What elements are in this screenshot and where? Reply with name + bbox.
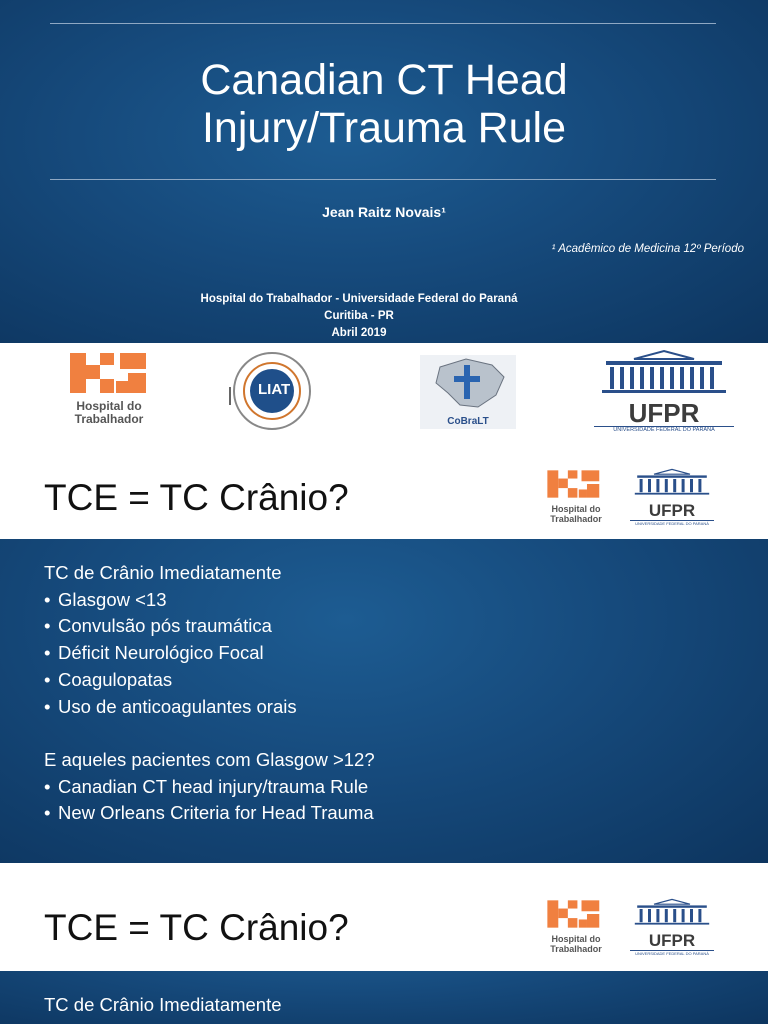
bullet-icon: • [44, 775, 51, 797]
ufpr-logo [594, 349, 734, 431]
slide-body [44, 992, 282, 1019]
ufpr-building-icon [594, 349, 734, 395]
hospital-logo-text-2: Trabalhador [550, 944, 602, 954]
title-slide [0, 0, 768, 343]
slide-gap [0, 863, 768, 885]
ufpr-logo-subtitle: UNIVERSIDADE FEDERAL DO PARANÁ [630, 950, 714, 956]
slide-heading: TCE = TC Crânio? [44, 477, 349, 518]
brazil-map-icon [420, 355, 516, 411]
hospital-cross-icon [68, 353, 150, 393]
list-item [44, 694, 375, 721]
list-item [44, 640, 375, 667]
affiliation-note: ¹ Acadêmico de Medicina 12º Período [551, 243, 744, 255]
slide-header [0, 885, 768, 971]
list-item [44, 613, 375, 640]
institution-line-1: Hospital do Trabalhador - Universidade Federal do Paraná [200, 293, 518, 305]
list-item-text: New Orleans Criteria for Head Trauma [58, 802, 374, 824]
hospital-logo-text-2: Trabalhador [74, 412, 144, 426]
bullet-icon: • [44, 668, 51, 690]
hospital-logo-small [546, 469, 606, 529]
hospital-logo-small [546, 899, 606, 959]
ufpr-logo-subtitle: UNIVERSIDADE FEDERAL DO PARANÁ [630, 520, 714, 526]
hospital-cross-icon [546, 469, 602, 499]
ufpr-logo-small [630, 467, 714, 531]
intro-text: TC de Crânio Imediatamente [44, 562, 282, 583]
content-slide [0, 457, 768, 863]
hospital-cross-icon [546, 899, 602, 929]
hospital-logo-text-1: Hospital do [76, 399, 142, 413]
content-slide [0, 885, 768, 1024]
list-item [44, 774, 375, 801]
list-item-text: Convulsão pós traumática [58, 615, 272, 637]
list-item-text: Uso de anticoagulantes orais [58, 695, 297, 717]
list-item-text: Canadian CT head injury/trauma Rule [58, 775, 369, 797]
hospital-logo-text-1: Hospital do [551, 934, 601, 944]
ufpr-logo-text: UFPR [648, 501, 696, 520]
bullet-icon: • [44, 588, 51, 610]
slide-body [44, 560, 375, 827]
intro-text: TC de Crânio Imediatamente [44, 994, 282, 1015]
hospital-logo [68, 353, 150, 427]
hospital-logo-text-2: Trabalhador [550, 514, 602, 524]
liat-logo [228, 351, 312, 431]
list-item-text: Glasgow <13 [58, 588, 167, 610]
bullet-icon: • [44, 642, 51, 664]
list-item [44, 587, 375, 614]
title-line-1: Canadian CT Head [200, 56, 568, 104]
institution-city: Curitiba - PR [324, 310, 394, 322]
ufpr-logo-text: UFPR [648, 931, 696, 950]
cobralt-logo-text: CoBraLT [447, 416, 489, 427]
institution-date: Abril 2019 [331, 327, 387, 339]
question-text: E aqueles pacientes com Glasgow >12? [44, 748, 375, 770]
slide-header [0, 457, 768, 539]
slide-heading: TCE = TC Crânio? [44, 907, 349, 948]
list-item [44, 800, 375, 827]
hospital-logo-text-1: Hospital do [551, 504, 601, 514]
author-name: Jean Raitz Novais¹ [322, 204, 446, 220]
list-item-text: Déficit Neurológico Focal [58, 642, 264, 664]
ufpr-logo-subtitle: UNIVERSIDADE FEDERAL DO PARANÁ [594, 426, 734, 433]
bullet-icon: • [44, 802, 51, 824]
ufpr-logo-small [630, 897, 714, 961]
bottom-divider [50, 179, 716, 180]
cobralt-logo [420, 355, 516, 429]
slide-gap [0, 435, 768, 457]
list-item [44, 667, 375, 694]
bullet-icon: • [44, 695, 51, 717]
bullet-icon: • [44, 615, 51, 637]
logo-strip [0, 343, 768, 435]
slide-title [0, 56, 768, 152]
title-line-2: Injury/Trauma Rule [201, 104, 567, 152]
list-item-text: Coagulopatas [58, 668, 173, 690]
liat-logo-text: LIAT [258, 381, 291, 398]
ufpr-building-icon [630, 897, 714, 927]
ufpr-building-icon [630, 467, 714, 497]
top-divider [50, 23, 716, 24]
ufpr-logo-text: UFPR [628, 398, 700, 428]
